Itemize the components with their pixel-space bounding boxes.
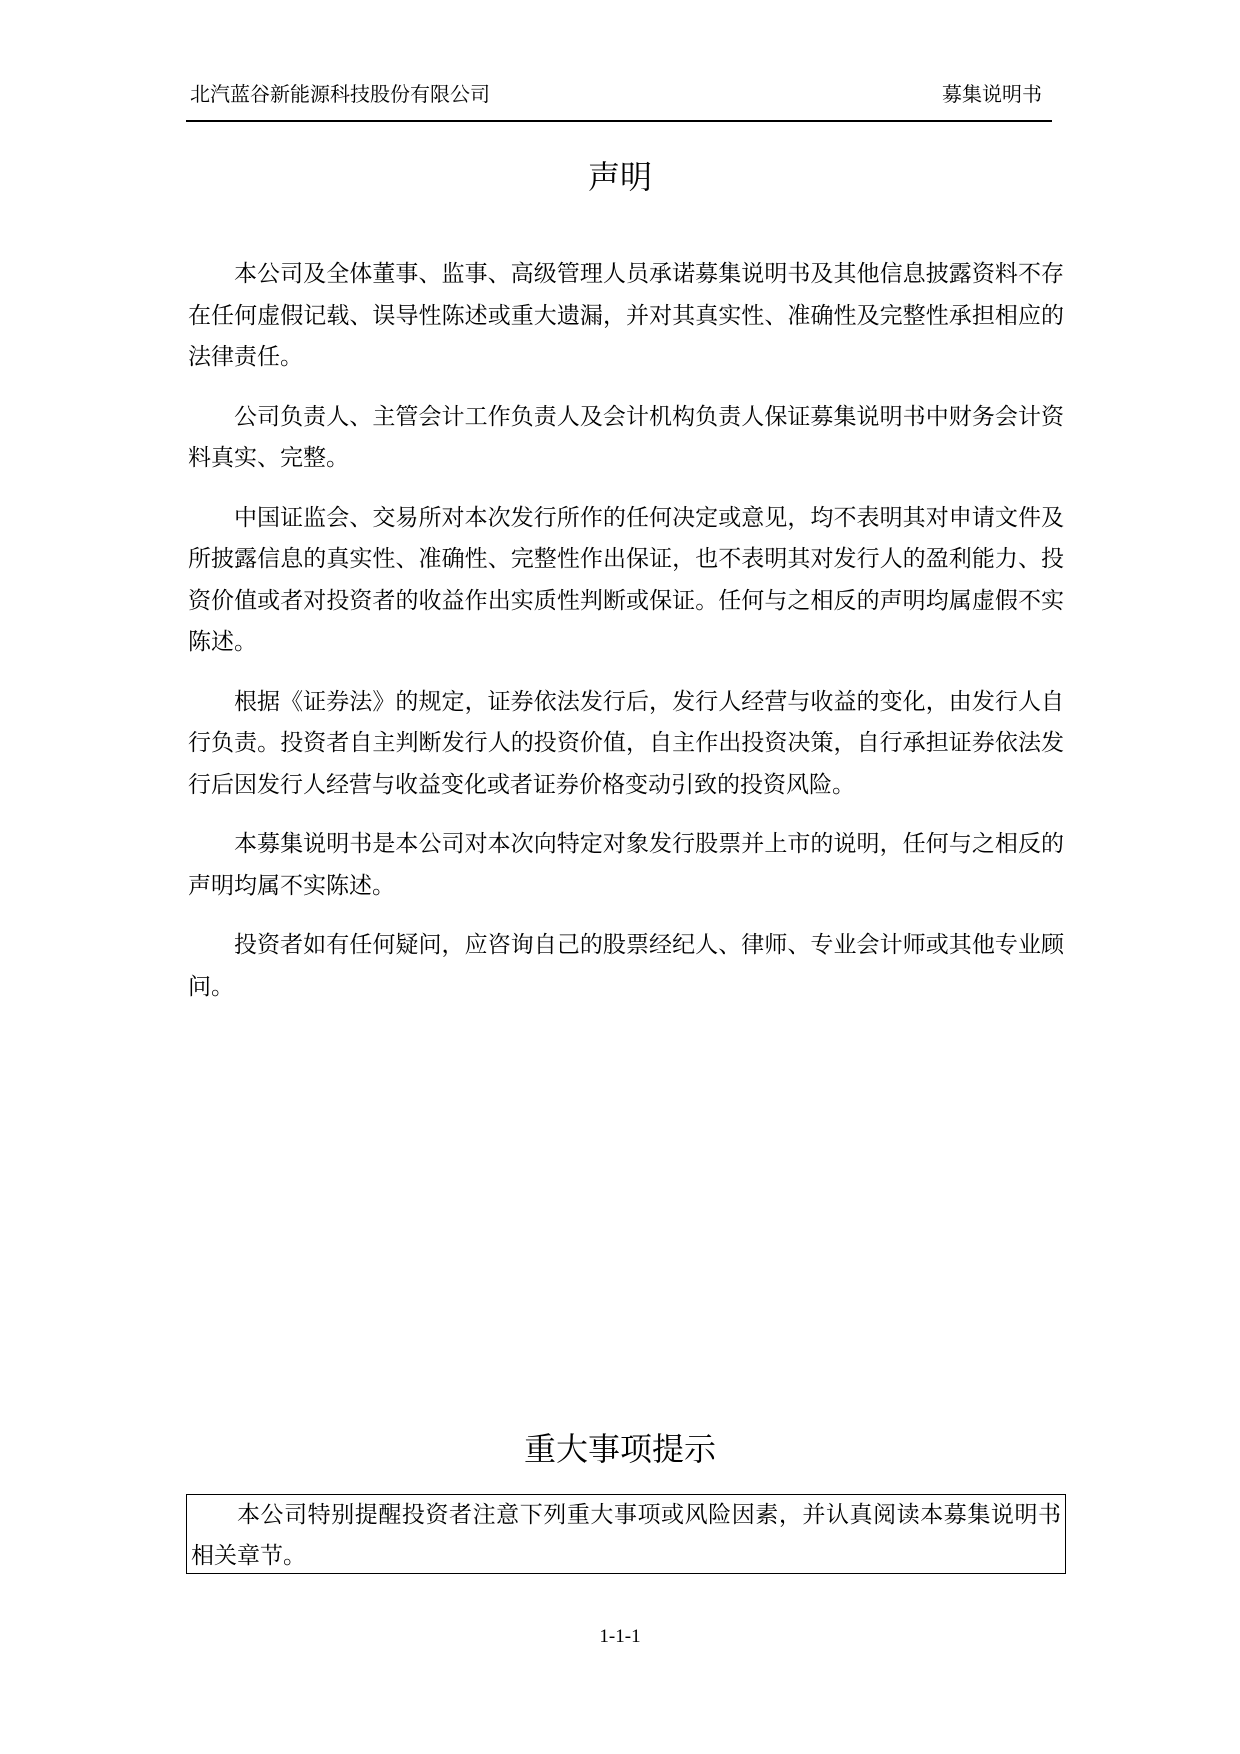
major-matters-title: 重大事项提示 bbox=[523, 1430, 716, 1468]
page-number: 1-1-1 bbox=[599, 1626, 641, 1647]
declaration-paragraph: 公司负责人、主管会计工作负责人及会计机构负责人保证募集说明书中财务会计资料真实、完整。 bbox=[188, 403, 1064, 471]
declaration-paragraph: 投资者如有任何疑问，应咨询自己的股票经纪人、律师、专业会计师或其他专业顾问。 bbox=[188, 932, 1064, 1000]
page-header bbox=[186, 70, 1052, 122]
declaration-paragraph: 中国证监会、交易所对本次发行所作的任何决定或意见，均不表明其对申请文件及所披露信息的真实性、准确性、完整性作出保证，也不表明其对发行人的盈利能力、投资价值或者对投资者的收益作出实质性判断或保证。任何与之相反的声明均属虚假不实陈述。 bbox=[188, 504, 1064, 655]
declaration-title: 声明 bbox=[587, 158, 652, 196]
declaration-paragraph: 本募集说明书是本公司对本次向特定对象发行股票并上市的说明，任何与之相反的声明均属不实陈述。 bbox=[188, 831, 1064, 899]
declaration-paragraph: 根据《证券法》的规定，证券依法发行后，发行人经营与收益的变化，由发行人自行负责。投资者自主判断发行人的投资价值，自主作出投资决策，自行承担证券依法发行后因发行人经营与收益变化或者证券价格变动引致的投资风险。 bbox=[188, 688, 1064, 798]
header-company-name: 北汽蓝谷新能源科技股份有限公司 bbox=[190, 82, 490, 106]
major-matters-notice-box bbox=[186, 1494, 1066, 1574]
major-matters-notice: 本公司特别提醒投资者注意下列重大事项或风险因素，并认真阅读本募集说明书相关章节。 bbox=[191, 1502, 1061, 1569]
header-document-type: 募集说明书 bbox=[942, 82, 1042, 106]
declaration-body bbox=[188, 254, 1064, 1026]
declaration-paragraph: 本公司及全体董事、监事、高级管理人员承诺募集说明书及其他信息披露资料不存在任何虚假记载、误导性陈述或重大遗漏，并对其真实性、准确性及完整性承担相应的法律责任。 bbox=[188, 261, 1064, 370]
